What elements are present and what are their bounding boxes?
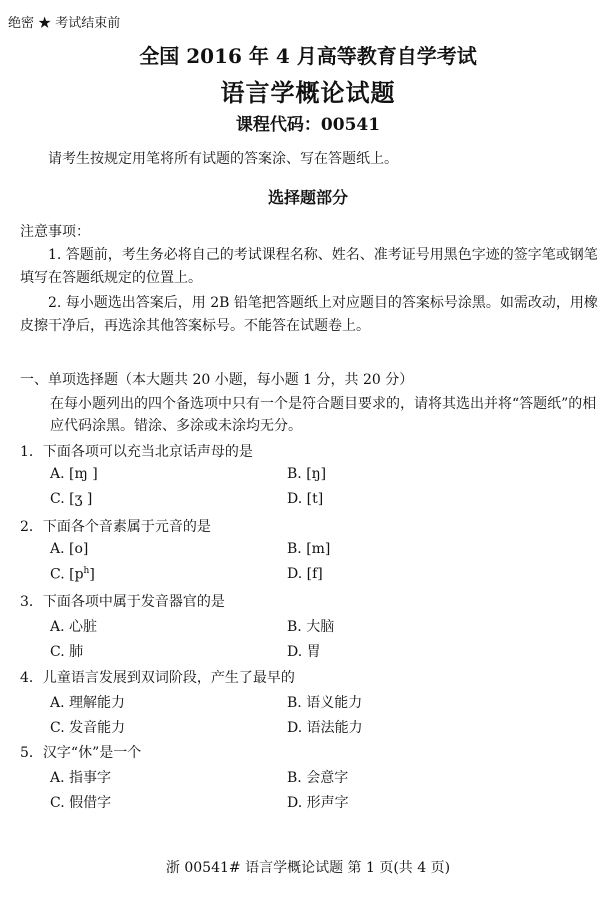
question-4-option-c: C. 发音能力 — [50, 720, 126, 736]
question-3-option-c: C. 肺 — [50, 644, 84, 660]
subject-title: 语言学概论试题 — [220, 78, 396, 107]
question-5-option-a: A. 指事字 — [50, 770, 112, 786]
question-4-option-b: B. 语义能力 — [287, 695, 363, 711]
notes-heading: 注意事项： — [20, 224, 90, 240]
question-1-option-d: D. [t] — [287, 491, 324, 507]
question-4-option-a: A. 理解能力 — [50, 695, 126, 711]
question-4-stem: 4．儿童语言发展到双词阶段，产生了最早的 — [20, 670, 295, 686]
question-3-option-a: A. 心脏 — [50, 619, 98, 635]
question-2-stem: 2．下面各个音素属于元音的是 — [20, 519, 211, 535]
question-1-option-b: B. [ŋ] — [287, 466, 327, 482]
question-5-option-b: B. 会意字 — [287, 770, 349, 786]
question-4-option-d: D. 语法能力 — [287, 720, 363, 736]
question-3-option-d: D. 胃 — [287, 644, 321, 660]
page-footer: 浙 00541# 语言学概论试题 第 1 页(共 4 页) — [165, 860, 451, 876]
confidential-mark: 绝密 ★ 考试结束前 — [8, 16, 121, 31]
question-1-option-a: A. [ɱ ] — [50, 466, 98, 482]
course-code: 课程代码：00541 — [235, 115, 381, 135]
question-3-stem: 3．下面各项中属于发音器官的是 — [20, 594, 225, 610]
question-5-option-c: C. 假借字 — [50, 795, 112, 811]
part-title: 选择题部分 — [267, 188, 348, 207]
question-1-stem: 1．下面各项可以充当北京话声母的是 — [20, 444, 253, 460]
general-instruction: 请考生按规定用笔将所有试题的答案涂、写在答题纸上。 — [48, 151, 398, 167]
question-5-stem: 5．汉字“休”是一个 — [20, 745, 142, 761]
note-item-2: 2. 每小题选出答案后，用 2B 铅笔把答题纸上对应题目的答案标号涂黑。如需改动，用橡皮擦干净后，再选涂其他答案标号。不能答在试题卷上。 — [20, 295, 598, 334]
question-2-option-c-aspiration: h — [83, 566, 90, 576]
section-heading: 一、单项选择题（本大题共 20 小题，每小题 1 分，共 20 分） — [20, 372, 414, 388]
question-2-option-b: B. [m] — [287, 541, 331, 557]
question-2-option-d: D. [f] — [287, 566, 323, 582]
question-2-option-c-base: C. [p — [50, 566, 84, 583]
question-2-option-c-end: ] — [89, 566, 95, 583]
question-2-option-c — [50, 566, 95, 583]
question-3-option-b: B. 大脑 — [287, 619, 335, 635]
exam-title: 全国 2016 年 4 月高等教育自学考试 — [139, 44, 477, 68]
note-item-1: 1. 答题前，考生务必将自己的考试课程名称、姓名、准考证号用黑色字迹的签字笔或钢笔填写在答题纸规定的位置上。 — [20, 247, 598, 286]
question-2-option-a: A. [o] — [50, 541, 89, 557]
question-1-option-c: C. [ʒ ] — [50, 491, 93, 507]
question-5-option-d: D. 形声字 — [287, 795, 349, 811]
section-description: 在每小题列出的四个备选项中只有一个是符合题目要求的，请将其选出并将“答题纸”的相应代码涂黑。错涂、多涂或未涂均无分。 — [50, 396, 597, 434]
